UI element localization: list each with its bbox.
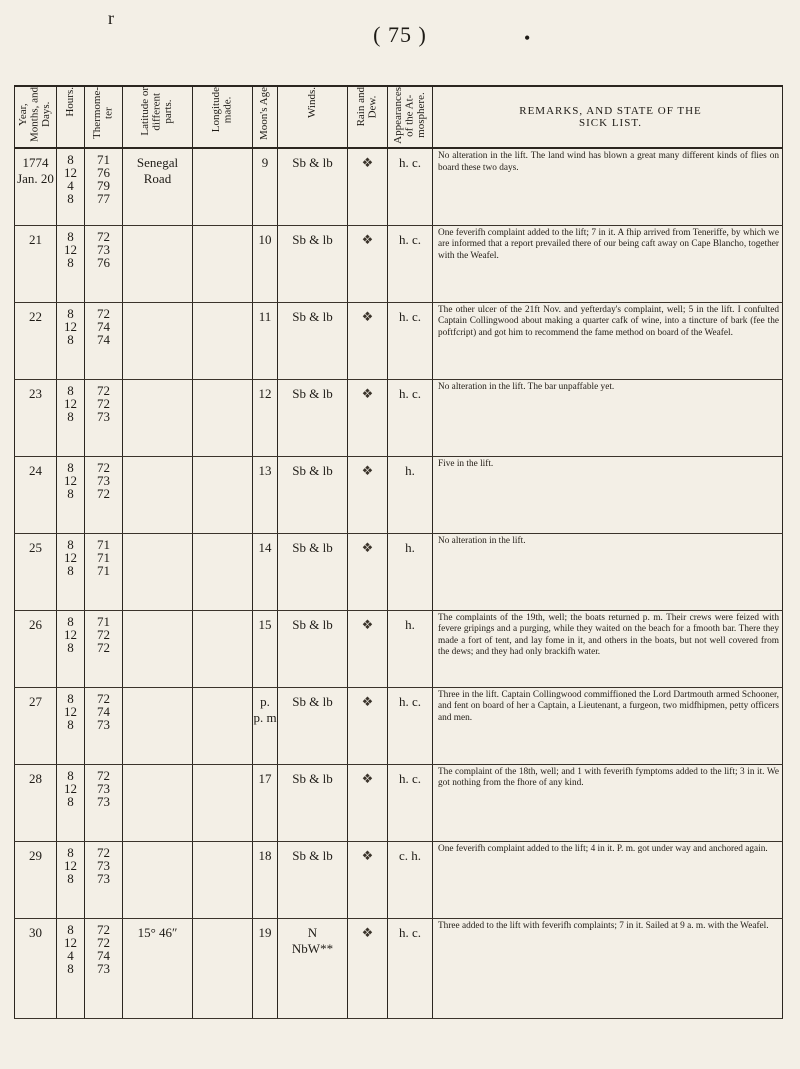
moon-age-cell <box>253 764 278 841</box>
rain-dew-cell <box>348 225 388 302</box>
dew-mark: ❖ <box>361 693 374 709</box>
log-row <box>15 610 783 687</box>
temperature-value: 72 <box>97 934 110 950</box>
log-row <box>15 302 783 379</box>
header-thermometer: Thermome- ter <box>85 86 123 148</box>
moon-age-cell <box>253 456 278 533</box>
hour-value: 12 <box>64 934 77 950</box>
appearance-value: h. c. <box>398 693 422 709</box>
remarks-cell <box>433 302 783 379</box>
winds-cell <box>278 533 348 610</box>
latitude-cell <box>123 148 193 225</box>
hour-value: 8 <box>67 331 74 347</box>
log-row <box>15 687 783 764</box>
date-cell <box>15 764 57 841</box>
weather-log-table <box>14 85 783 1019</box>
remarks-cell <box>433 610 783 687</box>
wind-value: Sb & lb <box>292 539 333 555</box>
margin-mark: r <box>108 8 114 28</box>
thermometer-cell <box>85 918 123 1018</box>
temperature-value: 71 <box>97 562 110 578</box>
hour-value: 8 <box>67 921 74 937</box>
longitude-cell <box>193 610 253 687</box>
moon-age-cell <box>253 302 278 379</box>
header-remarks <box>433 86 783 148</box>
rain-dew-cell <box>348 456 388 533</box>
longitude-cell <box>193 764 253 841</box>
moon-age-cell <box>253 533 278 610</box>
remarks-cell <box>433 148 783 225</box>
hour-value: 8 <box>67 152 74 167</box>
longitude-cell <box>193 456 253 533</box>
latitude-cell <box>123 610 193 687</box>
temperature-value: 76 <box>97 254 110 270</box>
moon-age-value: 10 <box>258 231 272 247</box>
winds-cell <box>278 302 348 379</box>
remark-text: The other ulcer of the 21ft Nov. and yefterday's complaint, well; 5 in the lift. I confulted Captain Collingwood about making a quarter cafk of wine, into a tincture of bark (fee the poftfcript) and got him to recommend the fame method on board of the Weafel. <box>438 304 779 338</box>
temperature-value: 74 <box>97 947 110 963</box>
appearance-cell <box>388 918 433 1018</box>
hour-value: 12 <box>64 472 77 488</box>
day-label: 21 <box>29 231 42 247</box>
hour-value: 12 <box>64 165 77 180</box>
moon-age-value: 9 <box>261 155 269 170</box>
thermometer-cell <box>85 764 123 841</box>
hour-value: 8 <box>67 844 74 860</box>
remark-text: Three added to the lift with feverifh complaints; 7 in it. Sailed at 9 a. m. with the Weafel. <box>438 920 769 931</box>
hour-value: 8 <box>67 870 74 886</box>
temperature-value: 79 <box>97 178 110 193</box>
date-cell <box>15 918 57 1018</box>
hours-cell <box>57 456 85 533</box>
thermometer-cell <box>85 225 123 302</box>
appearance-value: h. c. <box>398 155 422 170</box>
rain-dew-cell <box>348 533 388 610</box>
wind-value: Sb & lb <box>292 231 333 247</box>
hour-value: 8 <box>67 191 74 206</box>
appearance-cell <box>388 148 433 225</box>
header-remarks-line2: SICK LIST. <box>579 117 642 129</box>
header-latitude: Latitude or different parts. <box>123 86 193 148</box>
thermometer-cell <box>85 841 123 918</box>
wind-value: N NbW** <box>291 924 334 956</box>
moon-age-value: 19 <box>258 924 272 940</box>
appearance-value: h. <box>405 462 415 478</box>
temperature-value: 73 <box>97 716 110 732</box>
hour-value: 12 <box>64 549 77 565</box>
thermometer-cell <box>85 610 123 687</box>
remarks-cell <box>433 533 783 610</box>
hour-value: 8 <box>67 639 74 655</box>
appearance-cell <box>388 687 433 764</box>
rain-dew-cell <box>348 841 388 918</box>
hours-cell <box>57 379 85 456</box>
moon-age-value: 14 <box>258 539 272 555</box>
hour-value: 8 <box>67 716 74 732</box>
longitude-cell <box>193 841 253 918</box>
moon-age-cell <box>253 687 278 764</box>
header-remarks-line1: REMARKS, AND STATE OF THE <box>519 105 702 117</box>
hour-value: 8 <box>67 382 74 398</box>
temperature-value: 74 <box>97 703 110 719</box>
hour-value: 8 <box>67 459 74 475</box>
temperature-value: 72 <box>97 626 110 642</box>
day-label: 30 <box>29 924 42 940</box>
winds-cell <box>278 918 348 1018</box>
appearance-cell <box>388 610 433 687</box>
temperature-value: 73 <box>97 960 110 976</box>
day-label: 24 <box>29 462 42 478</box>
remark-text: No alteration in the lift. <box>438 535 526 546</box>
latitude-cell <box>123 687 193 764</box>
log-row <box>15 841 783 918</box>
log-row <box>15 764 783 841</box>
wind-value: Sb & lb <box>292 770 333 786</box>
date-cell <box>15 841 57 918</box>
moon-age-cell <box>253 841 278 918</box>
hour-value: 12 <box>64 395 77 411</box>
header-moon-age: Moon's Age <box>253 86 278 148</box>
header-winds: Winds. <box>278 86 348 148</box>
thermometer-cell <box>85 148 123 225</box>
rain-dew-cell <box>348 379 388 456</box>
appearance-cell <box>388 764 433 841</box>
temperature-value: 73 <box>97 241 110 257</box>
dew-mark: ❖ <box>361 924 374 940</box>
moon-age-cell <box>253 379 278 456</box>
margin-dot: • <box>524 28 531 48</box>
longitude-cell <box>193 225 253 302</box>
longitude-cell <box>193 533 253 610</box>
latitude-value: 15° 46″ <box>137 924 178 940</box>
remark-text: The complaint of the 18th, well; and 1 with feverifh fymptoms added to the lift; 3 in it. We got nothing from the fhore of any kind. <box>438 766 779 788</box>
remark-text: No alteration in the lift. The bar unpaffable yet. <box>438 381 615 392</box>
remarks-cell <box>433 456 783 533</box>
day-label: 25 <box>29 539 42 555</box>
remark-text: Three in the lift. Captain Collingwood commiffioned the Lord Dartmouth armed Schooner, and fent on board of her a Captain, a Lieutenant, a furgeon, two midfhipmen, petty officers and men. <box>438 689 779 723</box>
temperature-value: 72 <box>97 382 110 398</box>
appearance-value: h. <box>405 616 415 632</box>
date-cell <box>15 610 57 687</box>
temperature-value: 73 <box>97 780 110 796</box>
hour-value: 8 <box>67 690 74 706</box>
rain-dew-cell <box>348 764 388 841</box>
hour-value: 8 <box>67 305 74 321</box>
latitude-cell <box>123 456 193 533</box>
rain-dew-cell <box>348 302 388 379</box>
moon-age-value: 11 <box>258 308 272 324</box>
header-longitude: Longitude made. <box>193 86 253 148</box>
page-number: ( 75 ) <box>373 22 427 47</box>
temperature-value: 77 <box>97 191 110 206</box>
thermometer-cell <box>85 302 123 379</box>
hours-cell <box>57 764 85 841</box>
date-cell <box>15 533 57 610</box>
hour-value: 12 <box>64 780 77 796</box>
log-body <box>15 148 783 1018</box>
wind-value: Sb & lb <box>292 847 333 863</box>
remarks-cell <box>433 841 783 918</box>
hour-value: 8 <box>67 408 74 424</box>
temperature-value: 73 <box>97 793 110 809</box>
latitude-cell <box>123 533 193 610</box>
rain-dew-cell <box>348 687 388 764</box>
winds-cell <box>278 379 348 456</box>
hour-value: 12 <box>64 703 77 719</box>
header-hours: Hours. <box>57 86 85 148</box>
date-cell <box>15 456 57 533</box>
day-label: 27 <box>29 693 42 709</box>
hours-cell <box>57 302 85 379</box>
winds-cell <box>278 841 348 918</box>
temperature-value: 73 <box>97 857 110 873</box>
longitude-cell <box>193 918 253 1018</box>
remark-text: The complaints of the 19th, well; the boats returned p. m. Their crews were feized with fevere gripings and a purging, while they waited on the beach for a fmooth bar. There they made a fort of tent, and lay fome in it, and others in the boats, but not well covered from the dews; and they had only brackifh water. <box>438 612 779 657</box>
appearance-value: h. <box>405 539 415 555</box>
temperature-value: 74 <box>97 331 110 347</box>
dew-mark: ❖ <box>361 155 374 170</box>
day-label: 23 <box>29 385 42 401</box>
thermometer-cell <box>85 379 123 456</box>
temperature-value: 72 <box>97 921 110 937</box>
date-cell <box>15 225 57 302</box>
hour-value: 12 <box>64 626 77 642</box>
remarks-cell <box>433 918 783 1018</box>
appearance-value: h. c. <box>398 770 422 786</box>
hour-value: 8 <box>67 228 74 244</box>
latitude-cell <box>123 841 193 918</box>
winds-cell <box>278 610 348 687</box>
moon-age-value: p. p. m <box>253 693 277 725</box>
temperature-value: 72 <box>97 395 110 411</box>
log-row <box>15 225 783 302</box>
header-rain-dew: Rain and Dew. <box>348 86 388 148</box>
hours-cell <box>57 841 85 918</box>
day-label: Jan. 20 <box>17 171 54 186</box>
hours-cell <box>57 225 85 302</box>
moon-age-cell <box>253 225 278 302</box>
moon-age-value: 15 <box>258 616 272 632</box>
winds-cell <box>278 225 348 302</box>
hour-value: 8 <box>67 485 74 501</box>
winds-cell <box>278 148 348 225</box>
appearance-cell <box>388 379 433 456</box>
temperature-value: 73 <box>97 870 110 886</box>
temperature-value: 72 <box>97 228 110 244</box>
appearance-cell <box>388 533 433 610</box>
longitude-cell <box>193 687 253 764</box>
day-label: 28 <box>29 770 42 786</box>
hours-cell <box>57 533 85 610</box>
dew-mark: ❖ <box>361 539 374 555</box>
date-cell <box>15 302 57 379</box>
remarks-cell <box>433 687 783 764</box>
remark-text: No alteration in the lift. The land wind has blown a great many different kinds of flies on board these two days. <box>438 151 779 173</box>
wind-value: Sb & lb <box>292 693 333 709</box>
hour-value: 8 <box>67 960 74 976</box>
temperature-value: 71 <box>97 549 110 565</box>
winds-cell <box>278 764 348 841</box>
hour-value: 8 <box>67 613 74 629</box>
appearance-value: h. c. <box>398 385 422 401</box>
temperature-value: 72 <box>97 305 110 321</box>
latitude-cell <box>123 225 193 302</box>
temperature-value: 72 <box>97 767 110 783</box>
wind-value: Sb & lb <box>292 308 333 324</box>
temperature-value: 74 <box>97 318 110 334</box>
rain-dew-cell <box>348 918 388 1018</box>
moon-age-value: 17 <box>258 770 272 786</box>
dew-mark: ❖ <box>361 616 374 632</box>
rain-dew-cell <box>348 610 388 687</box>
remark-text: One feverifh complaint added to the lift; 4 in it. P. m. got under way and anchored again. <box>438 843 768 854</box>
year-label: 1774 <box>22 155 49 170</box>
dew-mark: ❖ <box>361 231 374 247</box>
date-cell <box>15 148 57 225</box>
temperature-value: 73 <box>97 408 110 424</box>
appearance-value: h. c. <box>398 308 422 324</box>
hour-value: 8 <box>67 767 74 783</box>
appearance-cell <box>388 225 433 302</box>
temperature-value: 72 <box>97 485 110 501</box>
log-row <box>15 456 783 533</box>
winds-cell <box>278 456 348 533</box>
hours-cell <box>57 148 85 225</box>
longitude-cell <box>193 302 253 379</box>
log-row <box>15 918 783 1018</box>
dew-mark: ❖ <box>361 462 374 478</box>
dew-mark: ❖ <box>361 847 374 863</box>
header-row <box>15 86 783 148</box>
appearance-value: h. c. <box>398 924 422 940</box>
hours-cell <box>57 687 85 764</box>
remark-text: Five in the lift. <box>438 458 494 469</box>
hour-value: 12 <box>64 241 77 257</box>
moon-age-value: 18 <box>258 847 272 863</box>
date-cell <box>15 687 57 764</box>
temperature-value: 71 <box>97 536 110 552</box>
latitude-cell <box>123 918 193 1018</box>
dew-mark: ❖ <box>361 770 374 786</box>
wind-value: Sb & lb <box>292 462 333 478</box>
log-row <box>15 533 783 610</box>
hour-value: 8 <box>67 536 74 552</box>
latitude-cell <box>123 379 193 456</box>
remarks-cell <box>433 764 783 841</box>
temperature-value: 72 <box>97 690 110 706</box>
temperature-value: 72 <box>97 459 110 475</box>
thermometer-cell <box>85 687 123 764</box>
hours-cell <box>57 610 85 687</box>
hour-value: 4 <box>67 947 74 963</box>
dew-mark: ❖ <box>361 385 374 401</box>
remark-text: One feverifh complaint added to the lift; 7 in it. A fhip arrived from Teneriffe, by which we are informed that a report prevailed there of our being caft away on Cape Blancho, together with the Weafel. <box>438 227 779 261</box>
temperature-value: 71 <box>97 152 110 167</box>
appearance-cell <box>388 841 433 918</box>
longitude-cell <box>193 148 253 225</box>
appearance-value: c. h. <box>398 847 422 863</box>
hour-value: 12 <box>64 857 77 873</box>
hour-value: 12 <box>64 318 77 334</box>
moon-age-cell <box>253 610 278 687</box>
moon-age-cell <box>253 148 278 225</box>
moon-age-value: 13 <box>258 462 272 478</box>
hour-value: 8 <box>67 254 74 270</box>
date-cell <box>15 379 57 456</box>
day-label: 26 <box>29 616 42 632</box>
rain-dew-cell <box>348 148 388 225</box>
remarks-cell <box>433 379 783 456</box>
wind-value: Sb & lb <box>292 385 333 401</box>
temperature-value: 71 <box>97 613 110 629</box>
hours-cell <box>57 918 85 1018</box>
dew-mark: ❖ <box>361 308 374 324</box>
temperature-value: 72 <box>97 639 110 655</box>
wind-value: Sb & lb <box>292 616 333 632</box>
header-appearances: Appearances of the At- mosphere. <box>388 86 433 148</box>
wind-value: Sb & lb <box>292 155 333 170</box>
moon-age-cell <box>253 918 278 1018</box>
header-date: Year, Months, and Days. <box>15 86 57 148</box>
hour-value: 8 <box>67 562 74 578</box>
appearance-value: h. c. <box>398 231 422 247</box>
log-row <box>15 379 783 456</box>
log-row <box>15 148 783 225</box>
thermometer-cell <box>85 456 123 533</box>
hour-value: 8 <box>67 793 74 809</box>
temperature-value: 76 <box>97 165 110 180</box>
temperature-value: 72 <box>97 844 110 860</box>
hour-value: 4 <box>67 178 74 193</box>
temperature-value: 73 <box>97 472 110 488</box>
appearance-cell <box>388 456 433 533</box>
day-label: 29 <box>29 847 42 863</box>
thermometer-cell <box>85 533 123 610</box>
latitude-value: Senegal Road <box>136 155 179 186</box>
moon-age-value: 12 <box>258 385 272 401</box>
remarks-cell <box>433 225 783 302</box>
latitude-cell <box>123 764 193 841</box>
day-label: 22 <box>29 308 42 324</box>
longitude-cell <box>193 379 253 456</box>
latitude-cell <box>123 302 193 379</box>
appearance-cell <box>388 302 433 379</box>
winds-cell <box>278 687 348 764</box>
